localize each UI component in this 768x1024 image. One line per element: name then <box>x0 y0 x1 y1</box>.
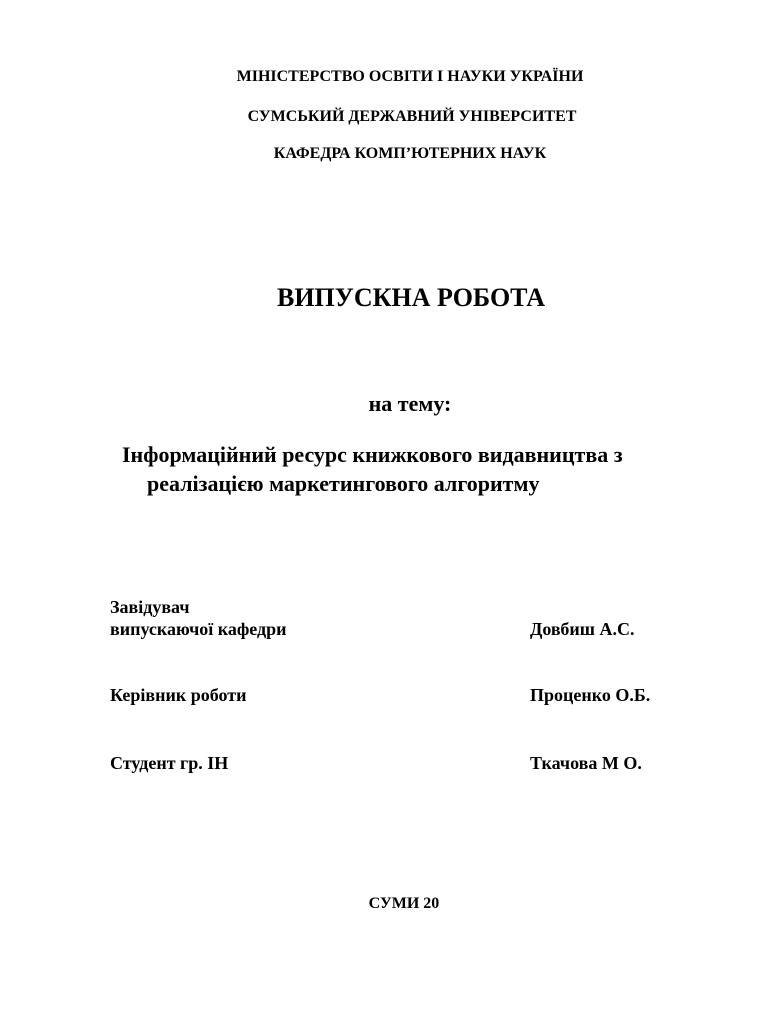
city-year-footer: СУМИ 20 <box>368 895 440 912</box>
topic-line-2: реалізацією маркетингового алгоритму <box>147 471 540 496</box>
ministry-heading: МІНІСТЕРСТВО ОСВІТИ І НАУКИ УКРАЇНИ <box>236 68 584 85</box>
supervisor-label: Керівник роботи <box>110 685 247 705</box>
supervisor-name: Проценко О.Б. <box>530 685 651 705</box>
topic-line-1: Інформаційний ресурс книжкового видавництва з <box>122 442 623 467</box>
topic-label: на тему: <box>368 391 452 416</box>
head-label-line-2: випускаючої кафедри <box>110 619 287 639</box>
document-title: ВИПУСКНА РОБОТА <box>276 283 545 312</box>
student-name: Ткачова М О. <box>530 753 642 773</box>
student-label: Студент гр. ІН <box>110 753 229 773</box>
head-name: Довбиш А.С. <box>530 619 635 639</box>
head-label-line-1: Завідувач <box>110 597 190 617</box>
university-heading: СУМСЬКИЙ ДЕРЖАВНИЙ УНІВЕРСИТЕТ <box>247 108 577 125</box>
department-heading: КАФЕДРА КОМП’ЮТЕРНИХ НАУК <box>273 145 547 162</box>
